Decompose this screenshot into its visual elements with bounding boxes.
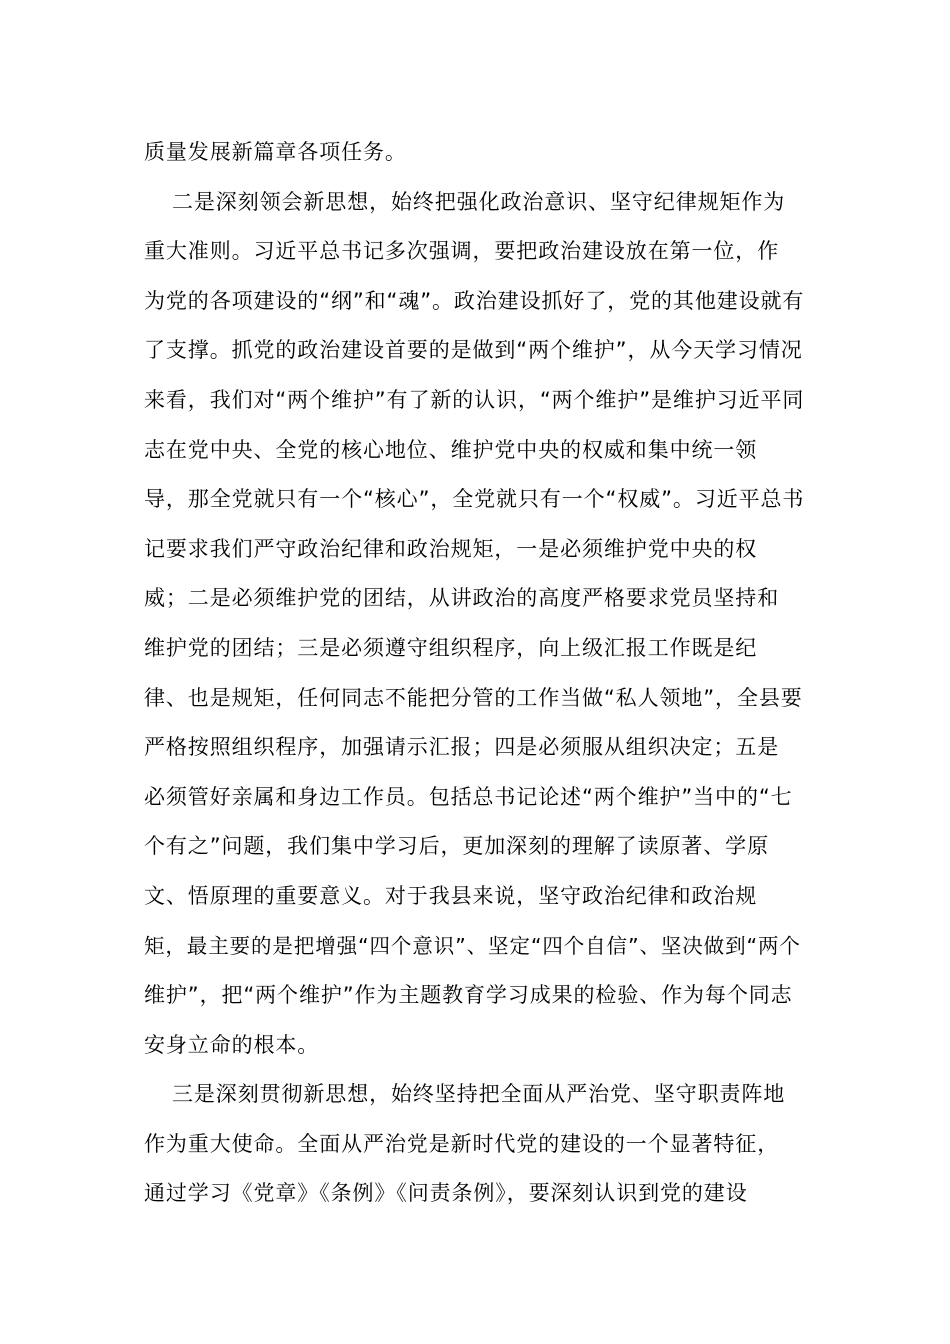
text-line: 来看，我们对“两个维护”有了新的认识，“两个维护”是维护习近平同 <box>144 387 805 412</box>
text-line: 了支撑。抓党的政治建设首要的是做到“两个维护”，从今天学习情况 <box>144 338 803 363</box>
text-line: 矩，最主要的是把增强“四个意识”、坚定“四个自信”、坚决做到“两个 <box>144 933 801 958</box>
text-line: 记要求我们严守政治纪律和政治规矩，一是必须维护党中央的权 <box>144 536 758 561</box>
paragraph-start-line: 二是深刻领会新思想，始终把强化政治意识、坚守纪律规矩作为 <box>172 189 786 214</box>
text-line: 作为重大使命。全面从严治党是新时代党的建设的一个显著特征， <box>144 1131 780 1156</box>
text-line: 重大准则。习近平总书记多次强调，要把政治建设放在第一位，作 <box>144 239 780 264</box>
text-line: 律、也是规矩，任何同志不能把分管的工作当做“私人领地”，全县要 <box>144 685 803 710</box>
text-line: 通过学习《党章》《条例》《问责条例》，要深刻认识到党的建设 <box>144 1181 748 1206</box>
text-line: 志在党中央、全党的核心地位、维护党中央的权威和集中统一领 <box>144 437 758 462</box>
text-line: 严格按照组织程序，加强请示汇报；四是必须服从组织决定；五是 <box>144 735 780 760</box>
text-line: 威；二是必须维护党的团结，从讲政治的高度严格要求党员坚持和 <box>144 586 780 611</box>
text-line: 必须管好亲属和身边工作员。包括总书记论述“两个维护”当中的“七 <box>144 784 793 809</box>
text-line: 导，那全党就只有一个“核心”，全党就只有一个“权威”。习近平总书 <box>144 487 805 512</box>
body-text <box>144 128 808 1219</box>
text-line: 为党的各项建设的“纲”和“魂”。政治建设抓好了，党的其他建设就有 <box>144 288 805 313</box>
text-line: 文、悟原理的重要意义。对于我县来说，坚守政治纪律和政治规 <box>144 883 758 908</box>
text-line: 维护党的团结；三是必须遵守组织程序，向上级汇报工作既是纪 <box>144 635 758 660</box>
text-line: 安身立命的根本。 <box>144 1032 320 1057</box>
text-line: 个有之”问题，我们集中学习后，更加深刻的理解了读原著、学原 <box>144 834 769 859</box>
text-line: 维护”，把“两个维护”作为主题教育学习成果的检验、作为每个同志 <box>144 983 793 1008</box>
paragraph-start-line: 三是深刻贯彻新思想，始终坚持把全面从严治党、坚守职责阵地 <box>172 1082 786 1107</box>
text-line: 质量发展新篇章各项任务。 <box>144 140 407 164</box>
